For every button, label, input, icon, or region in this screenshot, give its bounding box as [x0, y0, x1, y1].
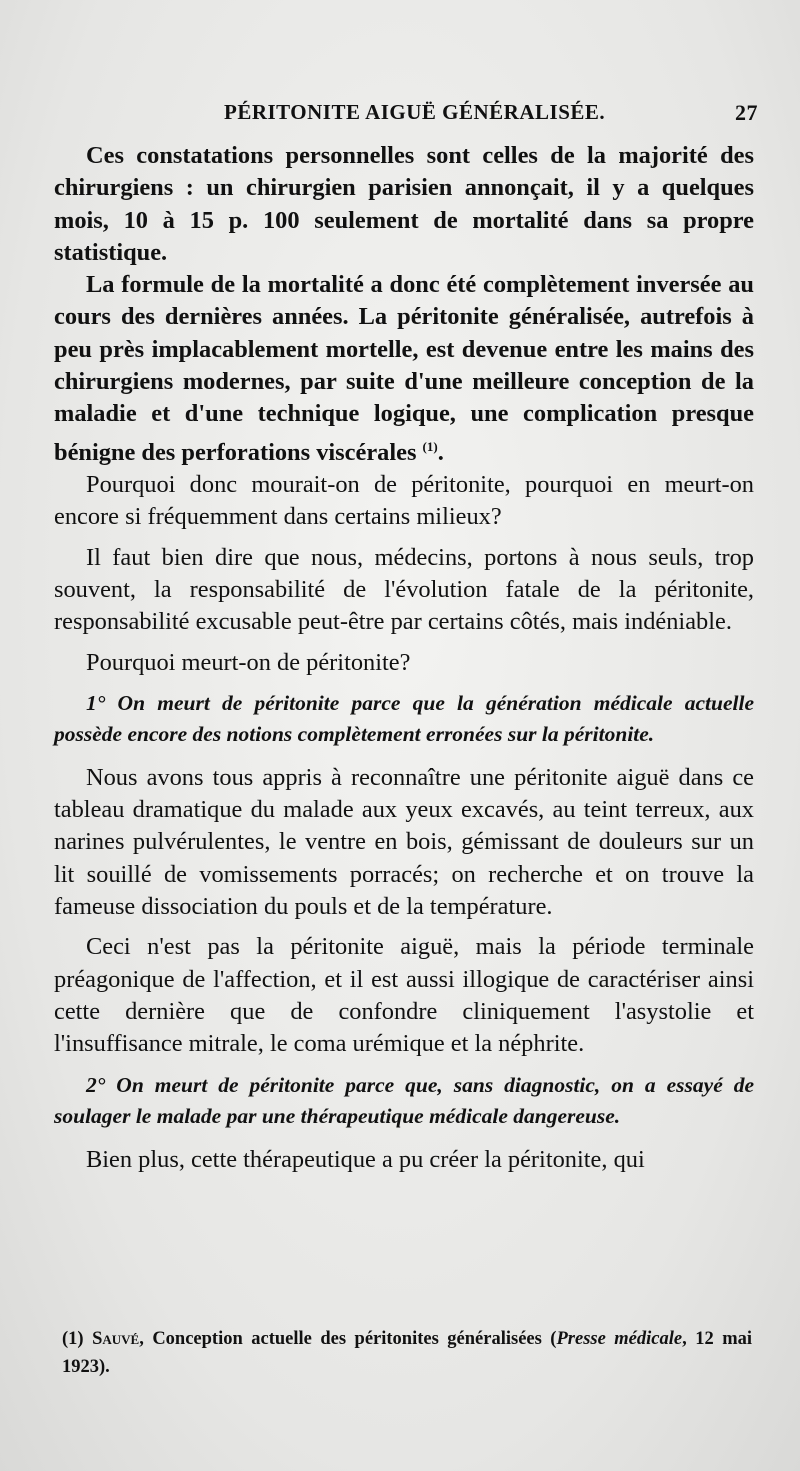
italic-point-1: 1° On meurt de péritonite parce que la génération médicale actuelle possède encore des notions complètement erronées sur la péritonite. [54, 690, 754, 746]
paragraph-8: Ceci n'est pas la péritonite aiguë, mais la période terminale préagonique de l'affection, et il est aussi illogique de caractériser ainsi cette dernière que de confondre cliniquement l'asystolie et l'insuffisance mitrale, le coma urémique et la néphrite. [54, 933, 754, 1058]
paragraph-3: Pourquoi donc mourait-on de péritonite, pourquoi en meurt-on encore si fréquemment dans certains milieux? [54, 471, 754, 531]
footnote [62, 1325, 752, 1381]
paragraph-2 [54, 269, 754, 469]
running-header [52, 100, 758, 134]
footnote-reference: (1) [422, 438, 438, 454]
paragraph-4: Il faut bien dire que nous, médecins, portons à nous seuls, trop souvent, la responsabilité de l'évolution fatale de la péritonite, responsabilité excusable peut-être par certains côtés, mais indéniable. [54, 543, 754, 636]
paragraph-5: Pourquoi meurt-on de péritonite? [86, 648, 411, 676]
footnote-journal: Presse médicale [556, 1329, 683, 1349]
paragraph-1: Ces constatations personnelles sont celles de la majorité des chirurgiens : un chirurgien parisien annonçait, il y a quelques mois, 10 à 15 p. 100 seulement de mortalité dans sa propre statistique. [54, 142, 754, 266]
paragraph-2-text: La formule de la mortalité a donc été complètement inversée au cours des dernières années. La péritonite généralisée, autrefois à peu près implacablement mortelle, est devenue entre les mains des chirurgiens modernes, par suite d'une meilleure conception de la maladie et d'une technique logique, une complication presque bénigne des perforations viscérales [54, 271, 754, 466]
footnote-date: , 12 mai 1923). [62, 1329, 753, 1377]
page-number: 27 [735, 100, 758, 125]
running-title: PÉRITONITE AIGUË GÉNÉRALISÉE. [224, 100, 606, 124]
paragraph-2-end: . [437, 438, 444, 466]
footnote-marker: (1) [62, 1329, 84, 1349]
italic-point-2: 2° On meurt de péritonite parce que, sans diagnostic, on a essayé de soulager le malade par une thérapeutique médicale dangereuse. [54, 1072, 754, 1128]
body-text [54, 140, 754, 1176]
footnote-author: Sauvé [92, 1329, 140, 1349]
paragraph-10: Bien plus, cette thérapeutique a pu créer la péritonite, qui [86, 1145, 645, 1173]
footnote-text: , Conception actuelle des péritonites généralisées ( [139, 1329, 557, 1349]
paragraph-7: Nous avons tous appris à reconnaître une péritonite aiguë dans ce tableau dramatique du malade aux yeux excavés, au teint terreux, aux narines pulvérulentes, le ventre en bois, gémissant de douleurs sur un lit souillé de vomissements porracés; on recherche et on trouve la fameuse dissociation du pouls et de la température. [54, 763, 754, 921]
